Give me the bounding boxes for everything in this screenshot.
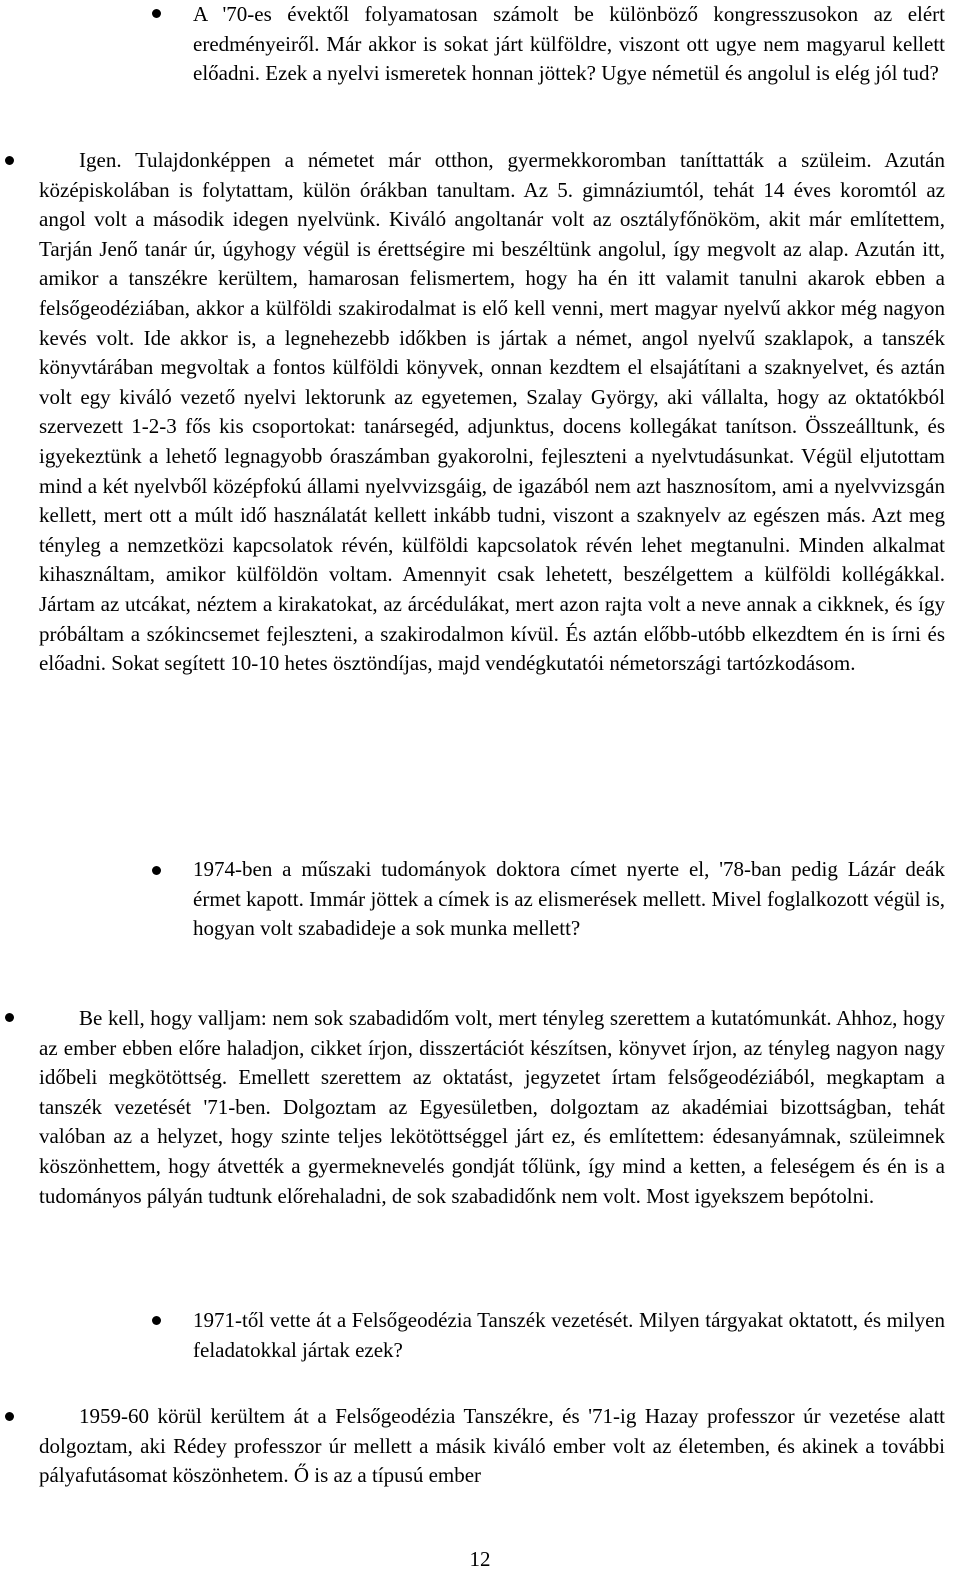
bullet-icon bbox=[152, 1316, 161, 1325]
bullet-icon bbox=[5, 156, 14, 165]
interview-answer-3: 1959-60 körül kerültem át a Felsőgeodézia Tanszékre, és '71-ig Hazay professzor úr vezetése alatt dolgoztam, aki Rédey professzor úr mellett a másik kiváló ember volt az életemben, és akinek a további pályafutásomat köszönhetem. Ő is az a típusú ember bbox=[39, 1404, 945, 1488]
page-number: 12 bbox=[469, 1547, 491, 1571]
interview-question-1: A '70-es évektől folyamatosan számolt be különböző kongresszusokon az elért eredményeiről. Már akkor is sokat járt külföldre, viszont ott ugye nem magyarul kellett előadni. Ezek a nyelvi ismeretek honnan jöttek? Ugye németül és angolul is elég jól tud? bbox=[193, 2, 945, 86]
interview-answer-1: Igen. Tulajdonképpen a németet már otthon, gyermekkoromban taníttatták a szüleim. Azután középiskolában is folytattam, külön órákban tanultam. Az 5. gimnáziumtól, tehát 14 éves koromtól az angol volt a második idegen nyelvünk. Kiváló angoltanár volt az osztályfőnököm, akit már említettem, Tarján Jenő tanár úr, úgyhogy végül is érettségire mi beszéltünk angolul, így megvolt az alap. Azután itt, amikor a tanszékre kerültem, hamarosan felismertem, hogy ha én itt valamit tanulni akarok ebben a felsőgeodéziában, akkor a külföldi szakirodalmat is elő kell venni, mert magyar nyelvű akkor még nagyon kevés volt. Ide akkor is, a legnehezebb időkben is jártak a német, angol nyelvű szaklapok, a tanszék könyvtárában megvoltak a fontos külföldi könyvek, onnan kezdtem el elsajátítani a szaknyelvet, és aztán volt egy kiváló vezető nyelvi lektorunk az egyetemen, Szalay György, aki vállalta, hogy az oktatókból szervezett 1-2-3 fős kis csoportokat: tanársegéd, adjunktus, docens kollegákat tanítson. Összeálltunk, és igyekeztünk a lehető legnagyobb óraszámban gyakorolni, fejleszteni a nyelvtudásunkat. Végül eljutottam mind a két nyelvből középfokú állami nyelvvizsgáig, de igazából nem azt hasznosítom, ami a nyelvvizsgán kellett, mert ott a múlt idő használatát kellett inkább tudni, viszont a szaknyelv az egészen más. Azt meg tényleg a nemzetközi kapcsolatok révén, külföldi kapcsolatok révén lehet megtanulni. Minden alkalmat kihasználtam, amikor külföldön voltam. Amennyit csak lehetett, beszélgettem a külföldi kollégákkal. Jártam az utcákat, néztem a kirakatokat, az árcédulákat, mert azon rajta volt a neve annak a cikknek, és így próbáltam a szókincsemet fejleszteni, a szakirodalmon kívül. És aztán előbb-utóbb elkezdtem én is írni és előadni. Sokat segített 10-10 hetes ösztöndíjas, majd vendégkutatói németországi tartózkodásom. bbox=[39, 148, 945, 676]
bullet-icon bbox=[5, 1412, 14, 1421]
interview-answer-2: Be kell, hogy valljam: nem sok szabadidőm volt, mert tényleg szerettem a kutatómunkát. Ahhoz, hogy az ember ebben előre haladjon, cikket írjon, disszertációt készítsen, könyvet írjon, az tényleg nagyon nagy időbeli megkötöttség. Emellett szerettem az oktatást, jegyzetet írtam felsőgeodéziából, megkaptam a tanszék vezetését '71-ben. Dolgoztam az Egyesületben, dolgoztam az akadémiai bizottságban, tehát valóban az a helyzet, hogy szinte teljes lekötöttséggel járt ez, és említettem: édesanyámnak, szüleimnek köszönhettem, hogy átvették a gyermeknevelés gondját tőlünk, így mind a ketten, a feleségem és én is a tudományos pályán tudtunk előrehaladni, de sok szabadidőnk nem volt. Most igyekszem bepótolni. bbox=[39, 1006, 945, 1208]
interview-question-2: 1974-ben a műszaki tudományok doktora címet nyerte el, '78-ban pedig Lázár deák érmet kapott. Immár jöttek a címek is az elismerések mellett. Mivel foglalkozott végül is, hogyan volt szabadideje a sok munka mellett? bbox=[193, 857, 945, 941]
interview-question-3: 1971-től vette át a Felsőgeodézia Tanszék vezetését. Milyen tárgyakat oktatott, és milyen feladatokkal jártak ezek? bbox=[193, 1308, 945, 1362]
bullet-icon bbox=[5, 1013, 14, 1022]
bullet-icon bbox=[152, 866, 161, 875]
bullet-icon bbox=[152, 9, 161, 18]
